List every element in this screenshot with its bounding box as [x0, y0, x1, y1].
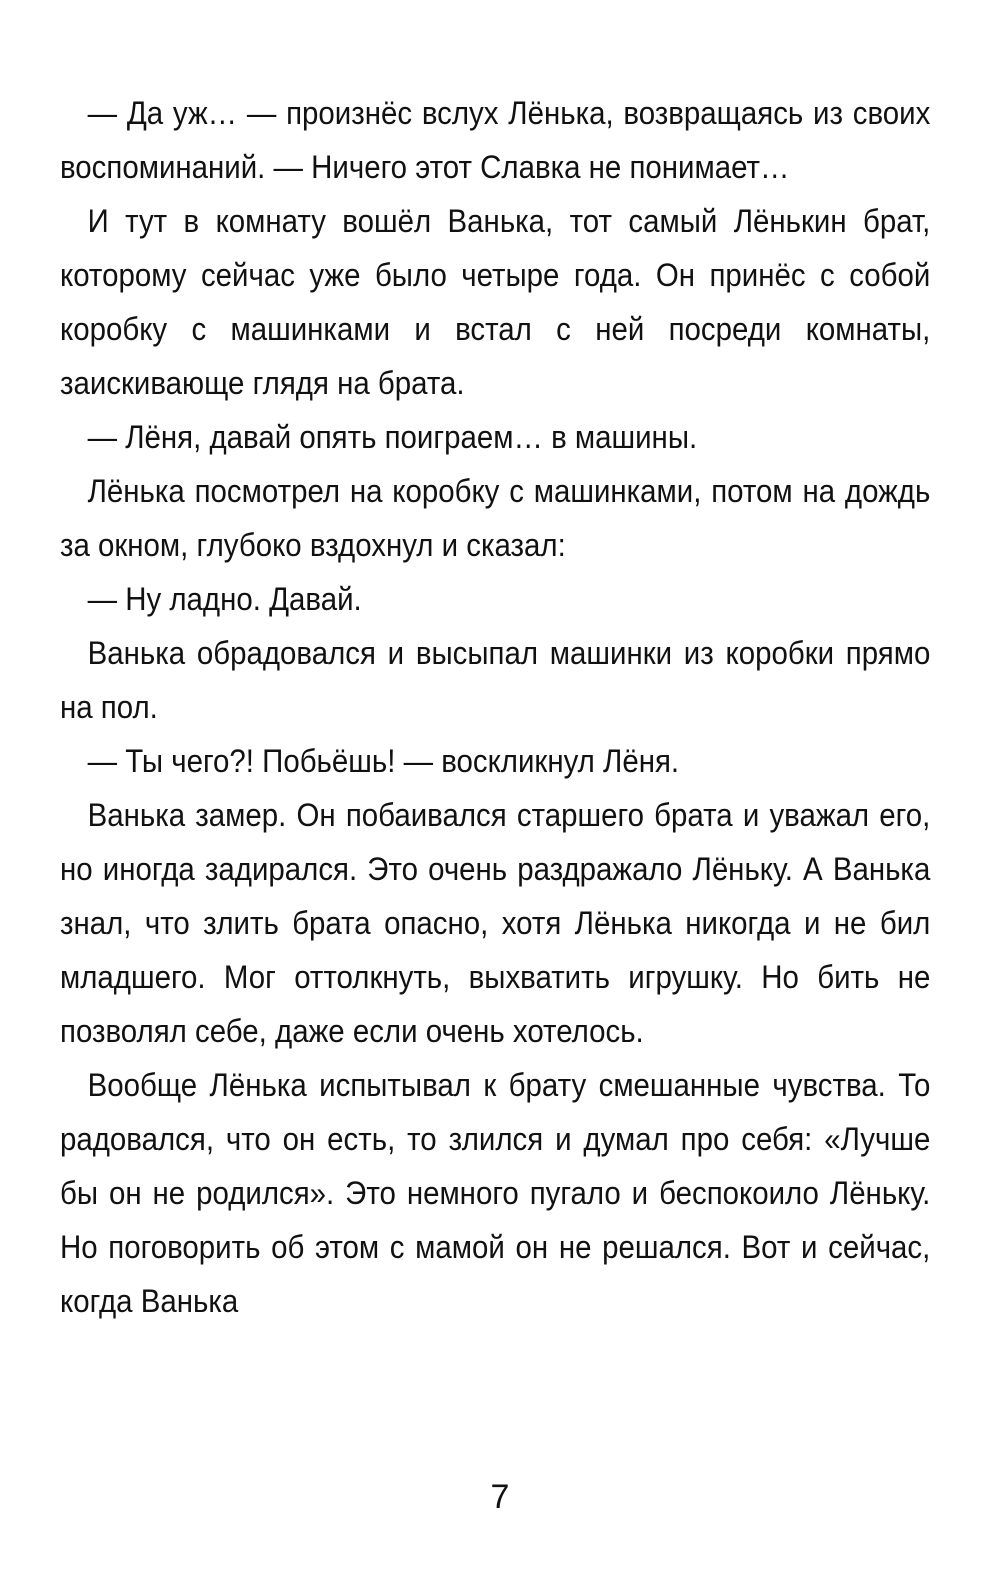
paragraph: И тут в комнату вошёл Ванька, тот самый Лёнькин брат, которому сейчас уже было четыре года. Он принёс с собой коробку с машинками и встал с ней посреди комнаты, заискивающе глядя на брата. [60, 203, 931, 401]
body-text [60, 86, 930, 1328]
page-number: 7 [490, 1478, 510, 1516]
paragraph: — Лёня, давай опять поиграем… в машины. [87, 419, 698, 455]
paragraph: Вообще Лёнька испытывал к брату смешанные чувства. То радовался, что он есть, то злился и думал про себя: «Лучше бы он не родился». Это немного пугало и беспокоило Лёньку. Но поговорить об этом с мамой он не решался. Вот и сейчас, когда Ванька [60, 1067, 931, 1319]
paragraph: — Да уж… — произнёс вслух Лёнька, возвращаясь из своих воспоминаний. — Ничего этот Славка не понимает… [60, 95, 931, 185]
paragraph: — Ты чего?! Побьёшь! — воскликнул Лёня. [87, 743, 680, 779]
paragraph: Лёнька посмотрел на коробку с машинками, потом на дождь за окном, глубоко вздохнул и сказал: [60, 473, 931, 563]
paragraph: Ванька обрадовался и высыпал машинки из коробки прямо на пол. [60, 635, 931, 725]
paragraph: Ванька замер. Он побаивался старшего брата и уважал его, но иногда задирался. Это очень раздражало Лёньку. А Ванька знал, что злить брата опасно, хотя Лёнька никогда и не бил младшего. Мог оттолкнуть, выхватить игрушку. Но бить не позволял себе, даже если очень хотелось. [60, 797, 931, 1049]
paragraph: — Ну ладно. Давай. [87, 581, 362, 617]
